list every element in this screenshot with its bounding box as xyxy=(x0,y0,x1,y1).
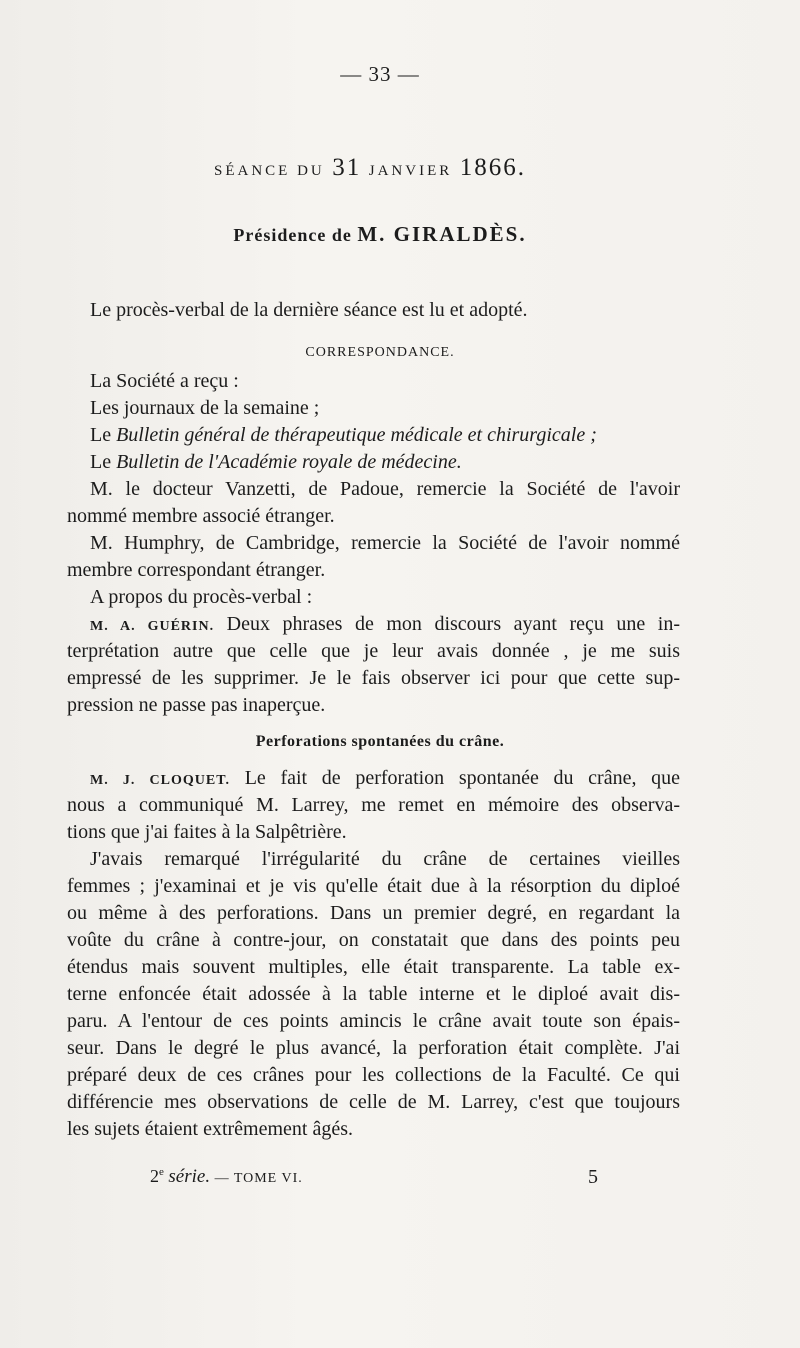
paragraph-line-prefix: Le xyxy=(90,451,117,473)
paragraph-line: seur. Dans le degré le plus avancé, la perforation était complète. J'ai xyxy=(67,1037,680,1059)
seance-year: 1866. xyxy=(459,154,526,181)
signature-mark: 5 xyxy=(588,1166,598,1188)
paragraph-line: préparé deux de ces crânes pour les collections de la Faculté. Ce qui xyxy=(67,1064,680,1086)
paragraph-line xyxy=(90,422,680,449)
paragraph-line-text: Le fait de perforation spontanée du crâne, que xyxy=(244,767,680,789)
perforations-heading: Perforations spontanées du crâne. xyxy=(255,733,505,750)
paragraph-line: ou même à des perforations. Dans un premier degré, en regardant la xyxy=(67,902,680,924)
paragraph-line: membre correspondant étranger. xyxy=(67,559,326,581)
presidence-heading xyxy=(0,222,760,247)
seance-month: JANVIER xyxy=(368,163,453,179)
paragraph-line xyxy=(90,765,680,794)
paragraph-line-prefix: Le xyxy=(90,424,117,446)
president-name: M. GIRALDÈS. xyxy=(357,222,527,246)
paragraph-line: terne enfoncée était adossée à la table interne et le diploé avait dis- xyxy=(67,983,680,1005)
page-number: — 33 — xyxy=(340,62,420,86)
tome-label: — TOME VI. xyxy=(214,1171,303,1186)
paragraph-line: les sujets étaient extrêmement âgés. xyxy=(67,1118,354,1140)
paragraph-line: empressé de les supprimer. Je le fais observer ici pour que cette sup- xyxy=(67,667,680,689)
series-number: 2 xyxy=(150,1166,159,1186)
series-label: série. xyxy=(168,1166,211,1187)
seance-day: 31 xyxy=(332,154,362,181)
paragraph-line: nous a communiqué M. Larrey, me remet en mémoire des observa- xyxy=(67,794,680,816)
paragraph-line: différencie mes observations de celle de M. Larrey, c'est que toujours xyxy=(67,1091,680,1113)
series-superscript: e xyxy=(159,1166,164,1178)
paragraph-line: La Société a reçu : xyxy=(90,370,239,392)
paragraph-line: nommé membre associé étranger. xyxy=(67,505,335,527)
paragraph-line: pression ne passe pas inaperçue. xyxy=(67,694,326,716)
paragraph-line xyxy=(90,611,680,640)
paragraph-line: femmes ; j'examinai et je vis qu'elle était due à la résorption du diploé xyxy=(67,875,680,897)
paragraph-line xyxy=(90,449,680,476)
speaker-name: M. A. GUÉRIN. xyxy=(90,619,215,634)
paragraph-line: voûte du crâne à contre-jour, on constatait que dans des points peu xyxy=(67,929,680,951)
paragraph-line: M. le docteur Vanzetti, de Padoue, remercie la Société de l'avoir xyxy=(90,478,680,500)
paragraph-line: J'avais remarqué l'irrégularité du crâne de certaines vieilles xyxy=(90,848,680,870)
paragraph-line: Les journaux de la semaine ; xyxy=(90,397,320,419)
paragraph-line: terprétation autre que celle que je leur avais donnée , je me suis xyxy=(67,640,680,662)
paragraph-line: paru. A l'entour de ces points amincis le crâne avait toute son épais- xyxy=(67,1010,680,1032)
paragraph-line: étendus mais souvent multiples, elle était transparente. La table ex- xyxy=(67,956,680,978)
correspondance-heading: CORRESPONDANCE. xyxy=(305,345,455,360)
seance-heading xyxy=(0,154,740,182)
journal-title: Bulletin général de thérapeutique médicale et chirurgicale ; xyxy=(116,424,597,446)
seance-prefix: SÉANCE DU xyxy=(213,163,325,179)
journal-title: Bulletin de l'Académie royale de médecine. xyxy=(116,451,462,473)
paragraph-line-text: Deux phrases de mon discours ayant reçu une in- xyxy=(226,613,681,635)
proces-verbal-line: Le procès-verbal de la dernière séance est lu et adopté. xyxy=(90,299,528,321)
presidence-label: Présidence de xyxy=(233,225,352,245)
footer-series xyxy=(150,1166,303,1188)
speaker-name: M. J. CLOQUET. xyxy=(90,773,231,788)
paragraph-line: tions que j'ai faites à la Salpêtrière. xyxy=(67,821,347,843)
paragraph-line: M. Humphry, de Cambridge, remercie la Société de l'avoir nommé xyxy=(90,532,680,554)
paragraph-line: A propos du procès-verbal : xyxy=(90,586,313,608)
